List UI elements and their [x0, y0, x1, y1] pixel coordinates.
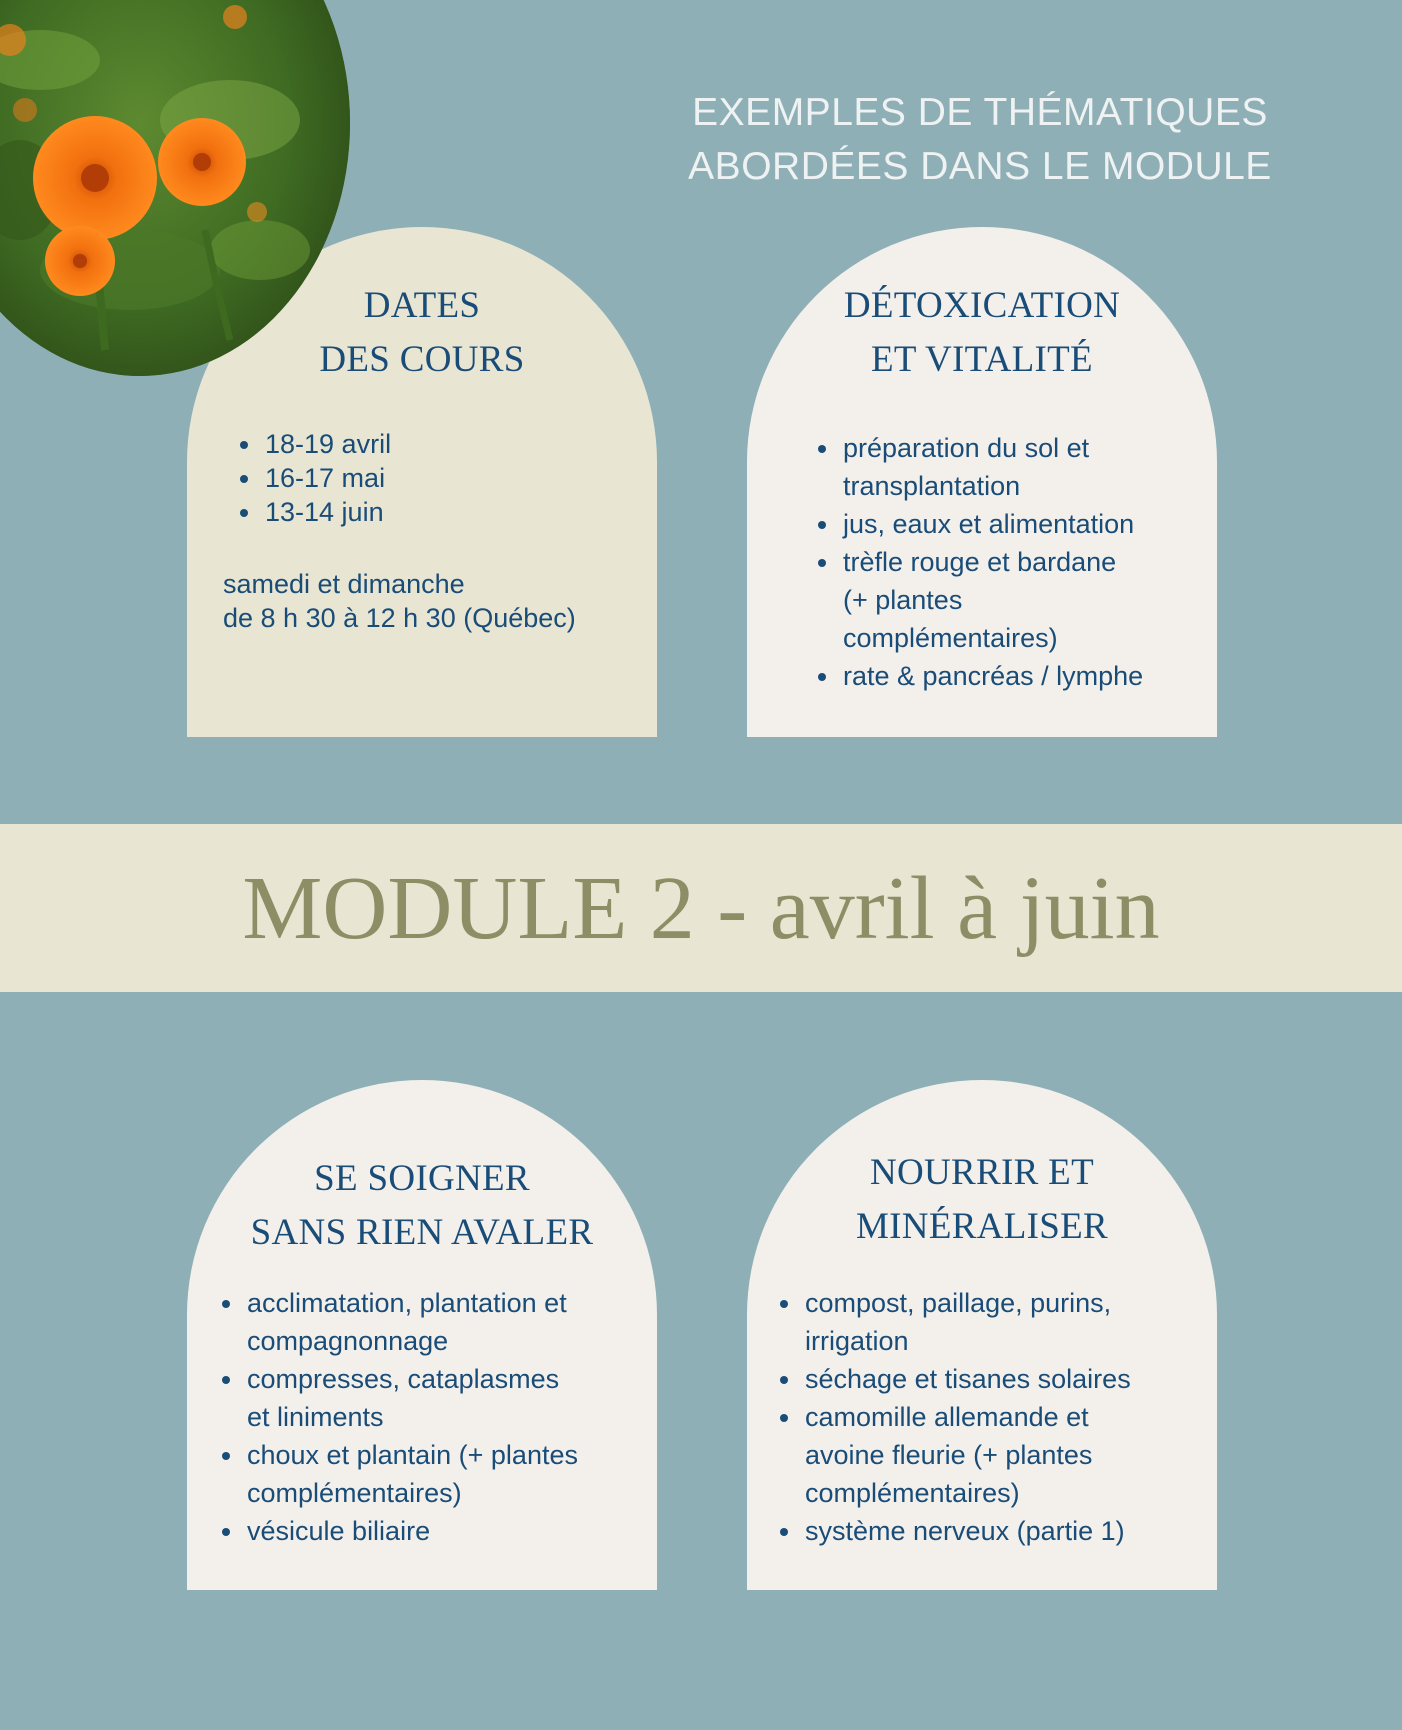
list-item: • camomille allemande et avoine fleurie (+ plantes complémentaires) [803, 1398, 1131, 1512]
nourrir-title-line-1: NOURRIR ET [870, 1152, 1094, 1193]
dates-title-line-1: DATES [363, 285, 481, 326]
list-item: • vésicule biliaire [245, 1512, 578, 1550]
nourrir-card [747, 1080, 1217, 1590]
heading-line-1: EXEMPLES DE THÉMATIQUES [692, 91, 1268, 134]
nourrir-title-line-2: MINÉRALISER [855, 1206, 1109, 1247]
list-item: • préparation du sol et transplantation [841, 429, 1143, 505]
schedule-line-1: samedi et dimanche [223, 569, 465, 599]
dates-list [235, 427, 391, 529]
detox-card-title [747, 279, 1217, 387]
heading-line-2: ABORDÉES DANS LE MODULE [688, 145, 1272, 188]
themes-heading [620, 86, 1340, 194]
detox-title-line-2: ET VITALITÉ [871, 339, 1093, 380]
soin-title-line-1: SE SOIGNER [314, 1158, 530, 1199]
detox-title-line-1: DÉTOXICATION [843, 285, 1121, 326]
nourrir-list [775, 1284, 1131, 1550]
flower-large [33, 116, 157, 240]
detox-card [747, 227, 1217, 737]
dates-title-line-2: DES COURS [319, 339, 525, 380]
list-item: • trèfle rouge et bardane (+ plantes complémentaires) [841, 543, 1143, 657]
module-title: MODULE 2 - avril à juin [242, 859, 1160, 958]
list-item: • compost, paillage, purins, irrigation [803, 1284, 1131, 1360]
soin-list [217, 1284, 578, 1550]
soin-card [187, 1080, 657, 1590]
list-item: • compresses, cataplasmes et liniments [245, 1360, 578, 1436]
nourrir-card-title [747, 1146, 1217, 1254]
list-item: • système nerveux (partie 1) [803, 1512, 1131, 1550]
soin-card-title [187, 1152, 657, 1260]
date-item: • 13-14 juin [263, 495, 391, 529]
list-item: • rate & pancréas / lymphe [841, 657, 1143, 695]
soin-title-line-2: SANS RIEN AVALER [250, 1212, 594, 1253]
list-item: • choux et plantain (+ plantes complémentaires) [245, 1436, 578, 1512]
date-item: • 18-19 avril [263, 427, 391, 461]
list-item: • séchage et tisanes solaires [803, 1360, 1131, 1398]
list-item: • acclimatation, plantation et compagnonnage [245, 1284, 578, 1360]
module-band [0, 824, 1402, 992]
schedule-text [223, 567, 576, 635]
date-item: • 16-17 mai [263, 461, 391, 495]
detox-list [813, 429, 1143, 695]
list-item: • jus, eaux et alimentation [841, 505, 1143, 543]
schedule-line-2: de 8 h 30 à 12 h 30 (Québec) [223, 603, 576, 633]
flower-bottom [45, 226, 115, 296]
flower-right [158, 118, 246, 206]
